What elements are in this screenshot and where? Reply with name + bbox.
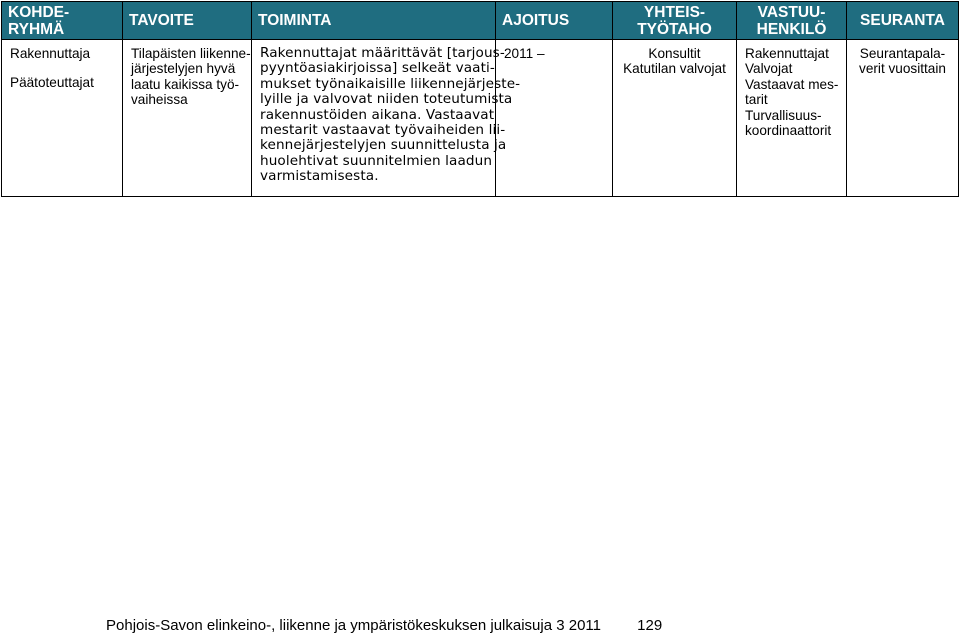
- header-kohderyhma-line2: RYHMÄ: [8, 20, 65, 38]
- header-seuranta: SEURANTA: [847, 2, 959, 40]
- vastuuhenkilo-line: tarit: [745, 92, 768, 108]
- vastuuhenkilo-line: Rakennuttajat: [745, 46, 829, 61]
- toiminta-line: rakennustöiden aikana. Vastaavat: [260, 106, 495, 123]
- kohderyhma-item: Rakennuttaja: [10, 46, 91, 61]
- seuranta-line: Seurantapala-: [859, 46, 946, 61]
- cell-yhteistyotaho: [613, 40, 737, 197]
- yhteistyotaho-item: Katutilan valvojat: [623, 61, 726, 77]
- header-ajoitus: AJOITUS: [496, 2, 613, 40]
- vastuuhenkilo-line: Vastaavat mes-: [745, 76, 839, 92]
- cell-seuranta: [847, 40, 959, 197]
- header-row: [2, 2, 959, 40]
- kohderyhma-item: Päätoteuttajat: [10, 75, 94, 91]
- tavoite-line: järjestelyjen hyvä: [131, 61, 236, 77]
- page-number: 129: [637, 617, 663, 634]
- cell-vastuuhenkilo: [737, 40, 847, 197]
- header-kohderyhma-line1: KOHDE-: [8, 3, 70, 21]
- toiminta-line: pyyntöasiakirjoissa] selkeät vaati-: [260, 60, 495, 77]
- toiminta-line: huolehtivat suunnitelmien laadun: [260, 152, 493, 169]
- header-yhteistyotaho: [613, 2, 737, 40]
- tavoite-line: Tilapäisten liikenne-: [131, 46, 251, 61]
- cell-tavoite: [123, 40, 252, 197]
- action-plan-table: [1, 1, 959, 197]
- toiminta-line: kennejärjestelyjen suunnittelusta ja: [260, 137, 507, 154]
- seuranta-line: verit vuosittain: [859, 61, 946, 77]
- tavoite-line: vaiheissa: [131, 92, 188, 108]
- toiminta-line: Rakennuttajat määrittävät [tarjous-: [260, 45, 505, 61]
- toiminta-line: varmistamisesta.: [260, 168, 379, 185]
- header-vastuuhenkilo-line2: HENKILÖ: [756, 20, 827, 38]
- page-footer: [106, 617, 662, 634]
- toiminta-line: mestarit vastaavat työvaiheiden lii-: [260, 122, 506, 139]
- cell-ajoitus: [496, 40, 613, 197]
- header-kohderyhma: [2, 2, 123, 40]
- header-vastuuhenkilo-line1: VASTUU-: [757, 3, 826, 21]
- toiminta-line: mukset työnaikaisille liikennejärjeste-: [260, 75, 521, 92]
- tavoite-line: laatu kaikissa työ-: [131, 76, 240, 92]
- table-row: [2, 40, 959, 197]
- cell-kohderyhma: [2, 40, 123, 197]
- header-yhteistyotaho-line1: YHTEIS-: [643, 3, 706, 21]
- ajoitus-value: 2011 –: [504, 46, 545, 61]
- cell-toiminta: [252, 40, 521, 197]
- vastuuhenkilo-line: Turvallisuus-: [745, 107, 822, 123]
- header-toiminta: TOIMINTA: [252, 2, 496, 40]
- header-tavoite: TAVOITE: [123, 2, 252, 40]
- yhteistyotaho-item: Konsultit: [648, 46, 701, 61]
- vastuuhenkilo-line: Valvojat: [745, 61, 793, 77]
- header-yhteistyotaho-line2: TYÖTAHO: [637, 20, 712, 38]
- header-vastuuhenkilo: [737, 2, 847, 40]
- publication-title: Pohjois-Savon elinkeino-, liikenne ja ympäristökeskuksen julkaisuja 3 2011: [106, 617, 601, 634]
- toiminta-line: lyille ja valvovat niiden toteutumista: [260, 91, 513, 108]
- vastuuhenkilo-line: koordinaattorit: [745, 123, 832, 139]
